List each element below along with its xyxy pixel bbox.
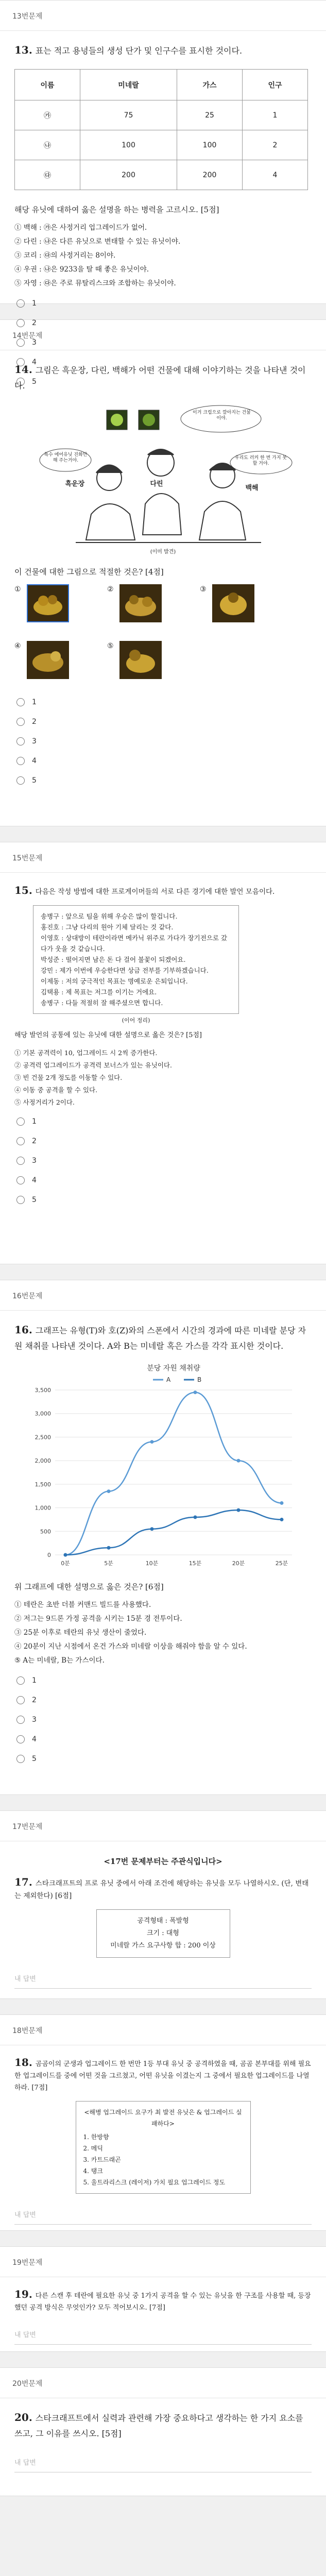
- option-label: 5: [32, 776, 37, 785]
- x-tick-label: 5분: [104, 1560, 113, 1567]
- question-number: 16.: [14, 1324, 32, 1336]
- answer-input[interactable]: 내 답변: [14, 2206, 312, 2225]
- question-text: 표는 적고 용녕들의 생성 단가 및 인구수를 표시한 것이다.: [35, 46, 243, 56]
- option-1[interactable]: [14, 294, 312, 313]
- unit-cost-table: [14, 69, 308, 190]
- option-label: 5: [32, 1196, 37, 1204]
- table-row: [15, 100, 308, 130]
- question-text: 곰곰이의 군생과 업그레이드 한 번만 1등 부대 유닛 중 공격하였을 때, 곰곰 본부대를 위해 필요한 업그레이드를 중에 어떤 것을 그르쳤고, 어떤 유닛을 이겼는지 그 중에서 필요한 업그레이드를 나열하라. [7점]: [14, 2060, 311, 2092]
- speech-bubble: 우리도 러커 한 번 가지 못할 거야.: [234, 455, 287, 466]
- quote-box: [33, 905, 239, 1014]
- table-cell: ㉯: [15, 130, 80, 160]
- question-prompt: 위 그래프에 대한 설명으로 옳은 것은? [6점]: [14, 1582, 164, 1591]
- statement: ② 저그는 9드론 가정 공격을 시키는 15분 경 전투이다.: [14, 1615, 182, 1623]
- choice-label: ③: [200, 585, 207, 594]
- question-text: 스타크래프트의 프로 유닛 중에서 아래 조건에 해당하는 유닛을 모두 나열하시오. (단, 변태는 제외한다) [6점]: [14, 1879, 309, 1900]
- option-5[interactable]: [14, 1749, 312, 1769]
- box-title: <해병 업그레이드 요구가 최 발전 유닛은 & 업그레이드 실패하다>: [84, 2109, 242, 2127]
- quote-line: 김택용 : 제 목표는 저그를 이기는 거에요.: [41, 988, 157, 996]
- question-18-card: [0, 2014, 326, 2231]
- question-stem: [14, 42, 312, 59]
- table-cell: ㉰: [15, 160, 80, 190]
- question-15-card: [0, 842, 326, 1264]
- list-item: 5. 울트라리스크 (레이저) 가치 필요 업그레이드 정도: [83, 2179, 226, 2186]
- table-cell: 25: [177, 100, 243, 130]
- option-label: 3: [32, 1716, 37, 1724]
- x-tick-label: 25분: [275, 1560, 288, 1567]
- question-header: 17번문제: [0, 1811, 326, 1841]
- list-item: 2. 메딕: [83, 2145, 103, 2152]
- statement: ② 다린 : ㉯은 다른 유닛으로 변태할 수 있는 유닛이야.: [14, 238, 181, 246]
- question-stem: [14, 2057, 312, 2094]
- option-2[interactable]: [14, 1131, 312, 1151]
- question-text: 그래프는 유형(T)와 호(Z)와의 스폰에서 시간의 경과에 따른 미네랄 분당 자원 채취를 나타낸 것이다. A와 B는 미네랄 혹은 가스를 각각 표시한 것이다.: [14, 1326, 306, 1351]
- answer-options: [14, 1112, 312, 1210]
- statement: ④ 우권 : ㉯은 9233을 탈 때 좋은 유닛이야.: [14, 265, 149, 274]
- question-header: 16번문제: [0, 1280, 326, 1311]
- statement-list: [14, 1047, 312, 1109]
- y-tick-label: 1,000: [35, 1504, 51, 1512]
- data-point-A: [236, 1459, 240, 1463]
- option-1[interactable]: [14, 1671, 312, 1690]
- y-tick-label: 500: [40, 1528, 51, 1535]
- option-label: 4: [32, 358, 37, 366]
- question-16-card: [0, 1280, 326, 1795]
- data-point-B: [280, 1518, 283, 1521]
- data-point-B: [236, 1509, 240, 1512]
- question-stem: [14, 2410, 312, 2442]
- question-stem: [14, 2289, 312, 2314]
- image-choices: [14, 584, 312, 687]
- answer-input[interactable]: 내 답변: [14, 2454, 312, 2472]
- series-line-B: [65, 1510, 282, 1555]
- radio-icon[interactable]: [16, 1716, 25, 1724]
- condition-line: 크기 : 대형: [147, 1929, 179, 1937]
- radio-icon[interactable]: [16, 718, 25, 726]
- data-point-A: [150, 1440, 153, 1444]
- unit-list-box: [76, 2101, 251, 2194]
- question-stem: [14, 1876, 312, 1902]
- radio-icon[interactable]: [16, 1696, 25, 1704]
- question-header: 14번문제: [0, 320, 326, 350]
- question-17-card: [0, 1810, 326, 1999]
- question-number: 19.: [14, 2288, 32, 2300]
- data-point-A: [107, 1489, 110, 1493]
- building-image: [119, 584, 162, 622]
- question-stem: [14, 884, 312, 898]
- quote-line: 송병구 : 앞으로 팀을 위해 우승은 많이 할겁니다.: [41, 912, 178, 920]
- statement: ② 공격력 업그레이드가 공격력 보너스가 있는 유닛이다.: [14, 1061, 172, 1069]
- speech-bubble: 특수 에어유닛 진화만 해 주는거야.: [44, 452, 88, 463]
- option-2[interactable]: [14, 712, 312, 732]
- y-tick-label: 3,000: [35, 1410, 51, 1417]
- condition-line: 미네랄 가스 요구사항 합 : 200 이상: [110, 1942, 216, 1950]
- chart-title: 분당 자원 채취량: [146, 1364, 200, 1372]
- quote-line: 박성준 : 떨어지면 남은 돈 다 걸어 불꽃이 되겠어요.: [41, 956, 186, 963]
- y-tick-label: 1,500: [35, 1481, 51, 1488]
- radio-icon[interactable]: [16, 1755, 25, 1763]
- quote-line: 송병구 : 다들 적절히 잘 해주셨으면 합니다.: [41, 999, 163, 1007]
- y-tick-label: 3,500: [35, 1387, 51, 1394]
- statement: ① 테란은 초반 더블 커맨드 빌드를 사용했다.: [14, 1601, 151, 1609]
- table-header: 가스: [177, 70, 243, 100]
- data-point-A: [280, 1501, 283, 1505]
- character-name: 다린: [150, 480, 163, 488]
- option-5[interactable]: [14, 1190, 312, 1210]
- quote-line: 이영호 : 상대방이 테란이라면 메카닉 위주로 가다가 장기전으로 갔다가 웃을 것 같습니다.: [41, 934, 228, 953]
- legend-label: B: [197, 1376, 201, 1383]
- question-number: 18.: [14, 2056, 32, 2069]
- statement-list: [14, 221, 312, 291]
- condition-line: 공격형태 : 폭발형: [137, 1917, 189, 1925]
- radio-icon[interactable]: [16, 1735, 25, 1743]
- option-label: 1: [32, 1676, 37, 1685]
- question-19-card: [0, 2246, 326, 2352]
- option-3[interactable]: [14, 1710, 312, 1730]
- building-image: [27, 584, 69, 622]
- option-label: 4: [32, 1735, 37, 1743]
- question-number: 17.: [14, 1876, 32, 1888]
- question-text: 스타크래프트에서 실력과 관련해 가장 중요하다고 생각하는 한 가지 요소를 쓰고, 그 이유를 쓰시오. [5점]: [14, 2413, 303, 2438]
- statement: ④ 20분이 지난 시점에서 온건 가스와 미네랄 이상을 해줘야 함을 알 수 있다.: [14, 1642, 247, 1651]
- radio-icon[interactable]: [16, 737, 25, 745]
- question-stem: [14, 1322, 312, 1354]
- option-label: 2: [32, 1696, 37, 1704]
- quote-line: 홍진호 : 그냥 다리의 원아 기체 달리는 것 같다.: [41, 923, 174, 931]
- table-cell: 100: [80, 130, 177, 160]
- speech-bubble: 이거 크립으로 깔아지는 건물이야.: [193, 410, 251, 421]
- statement: ③ 코리 : ㉰의 사정거리는 8이야.: [14, 251, 116, 260]
- option-4[interactable]: [14, 1730, 312, 1749]
- option-2[interactable]: [14, 1690, 312, 1710]
- data-point-B: [193, 1515, 197, 1519]
- section-notice: <17번 문제부터는 주관식입니다>: [104, 1857, 222, 1866]
- question-14-card: [0, 319, 326, 826]
- question-20-card: [0, 2367, 326, 2496]
- option-label: 4: [32, 757, 37, 765]
- answer-input[interactable]: 내 답변: [14, 1970, 312, 1989]
- y-tick-label: 2,000: [35, 1458, 51, 1465]
- radio-icon[interactable]: [16, 776, 25, 785]
- x-tick-label: 20분: [232, 1560, 245, 1567]
- table-cell: 2: [243, 130, 308, 160]
- resource-line-chart: [19, 1359, 307, 1575]
- radio-icon[interactable]: [16, 1196, 25, 1204]
- series-line-A: [65, 1393, 282, 1555]
- condition-box: [96, 1909, 230, 1958]
- choice-label: ①: [14, 585, 21, 594]
- statement: ① 기본 공격력이 10, 업그레이드 시 2씩 증가한다.: [14, 1049, 158, 1057]
- statement: ⑤ A는 미네랄, B는 가스이다.: [14, 1656, 105, 1665]
- choice-label: ⑤: [107, 642, 114, 650]
- statement: ⑤ 사정거리가 2이다.: [14, 1098, 75, 1106]
- list-item: 1. 한방향: [83, 2133, 109, 2141]
- statement: ③ 빈 건물 2개 정도를 이동할 수 있다.: [14, 1074, 123, 1081]
- question-prompt: 이 건물에 대한 그림으로 적절한 것은? [4점]: [14, 567, 164, 577]
- figure-caption: (이어 정리): [122, 1017, 150, 1024]
- question-header: 15번문제: [0, 842, 326, 873]
- option-label: 3: [32, 1157, 37, 1165]
- x-tick-label: 15분: [188, 1560, 201, 1567]
- option-label: 2: [32, 319, 37, 327]
- statement: ③ 25분 이후로 테란의 유닛 생산이 줄었다.: [14, 1629, 147, 1637]
- data-point-B: [107, 1546, 110, 1550]
- question-text: 다른 스캔 후 테란에 필요한 유닛 중 1가지 공격을 할 수 있는 유닛을 한 구조를 사용할 때, 등장했던 공격 방식은 무엇인가? 모두 적어보시오. [7점]: [14, 2292, 311, 2312]
- option-4[interactable]: [14, 751, 312, 771]
- question-header: 20번문제: [0, 2368, 326, 2398]
- question-number: 20.: [14, 2411, 32, 2424]
- radio-icon[interactable]: [16, 319, 25, 327]
- answer-options: [14, 1671, 312, 1769]
- table-cell: 1: [243, 100, 308, 130]
- building-image: [119, 641, 162, 679]
- list-item: 3. 카트드래곤: [83, 2156, 121, 2163]
- option-label: 1: [32, 698, 37, 706]
- table-header: 인구: [243, 70, 308, 100]
- radio-icon[interactable]: [16, 299, 25, 308]
- option-3[interactable]: [14, 732, 312, 751]
- option-label: 3: [32, 338, 37, 347]
- data-point-B: [63, 1553, 67, 1557]
- statement-list: [14, 1598, 312, 1668]
- radio-icon[interactable]: [16, 698, 25, 706]
- quote-line: 강민 : 제가 이번에 우승한다면 상금 전부를 기부하겠습니다.: [41, 967, 209, 974]
- option-5[interactable]: [14, 771, 312, 790]
- character-name: 백해: [245, 484, 259, 492]
- quote-line: 이제동 : 저의 궁극적인 목표는 명예로운 은퇴입니다.: [41, 977, 188, 985]
- question-text: 그림은 흑운장, 다린, 백해가 어떤 건물에 대해 이야기하는 것을 나타낸 것이다.: [14, 365, 306, 391]
- illustration: [19, 401, 307, 555]
- table-cell: 75: [80, 100, 177, 130]
- table-cell: 200: [177, 160, 243, 190]
- option-label: 1: [32, 299, 37, 308]
- question-number: 15.: [14, 884, 32, 896]
- building-image: [212, 584, 254, 622]
- option-label: 4: [32, 1176, 37, 1184]
- question-header: 18번문제: [0, 2015, 326, 2045]
- radio-icon[interactable]: [16, 1157, 25, 1165]
- chart-container: [19, 1359, 307, 1575]
- x-tick-label: 0분: [60, 1560, 70, 1567]
- question-text: 다음은 작성 방법에 대한 프로게이머들의 서로 다른 경기에 대한 발언 모음이다.: [35, 888, 275, 896]
- option-label: 2: [32, 1137, 37, 1145]
- option-1[interactable]: [14, 1112, 312, 1131]
- y-tick-label: 0: [47, 1552, 51, 1558]
- option-3[interactable]: [14, 1151, 312, 1171]
- table-row: [15, 130, 308, 160]
- figure-caption: (이미 발견): [150, 549, 176, 555]
- option-label: 5: [32, 378, 37, 386]
- data-point-A: [193, 1391, 197, 1394]
- option-label: 2: [32, 718, 37, 726]
- statement: ① 백해 : ㉮은 사정거리 업그레이드가 없어.: [14, 224, 147, 232]
- building-image: [27, 641, 69, 679]
- option-label: 1: [32, 1117, 37, 1126]
- statement: ④ 이동 중 공격을 할 수 있다.: [14, 1086, 98, 1094]
- x-tick-label: 10분: [145, 1560, 158, 1567]
- choice-label: ④: [14, 642, 21, 650]
- table-cell: 100: [177, 130, 243, 160]
- option-1[interactable]: [14, 692, 312, 712]
- statement: ⑤ 자영 : ㉰은 주로 뮤탈리스크와 조합하는 유닛이야.: [14, 279, 176, 287]
- answer-input[interactable]: 내 답변: [14, 2326, 312, 2345]
- question-prompt: 해당 유닛에 대하여 옳은 설명을 하는 병력을 고르시오. [5점]: [14, 205, 219, 214]
- choice-label: ②: [107, 585, 114, 594]
- data-point-B: [150, 1527, 153, 1531]
- question-prompt: 해당 발언의 공통에 있는 유닛에 대한 설명으로 옳은 것은? [5점]: [14, 1031, 202, 1039]
- question-header: 19번문제: [0, 2247, 326, 2277]
- y-tick-label: 2,500: [35, 1434, 51, 1441]
- question-stem: [14, 362, 312, 394]
- question-header: 13번문제: [0, 1, 326, 31]
- radio-icon[interactable]: [16, 1176, 25, 1184]
- legend-label: A: [166, 1376, 170, 1383]
- table-header: 이름: [15, 70, 80, 100]
- table-row: [15, 160, 308, 190]
- option-label: 3: [32, 737, 37, 745]
- table-cell: ㉮: [15, 100, 80, 130]
- table-cell: 200: [80, 160, 177, 190]
- character-name: 흑운장: [65, 480, 85, 488]
- question-number: 13.: [14, 44, 32, 56]
- radio-icon[interactable]: [16, 757, 25, 765]
- radio-icon[interactable]: [16, 1676, 25, 1685]
- question-number: 14.: [14, 363, 32, 376]
- radio-icon[interactable]: [16, 1137, 25, 1145]
- table-cell: 4: [243, 160, 308, 190]
- list-item: 4. 탱크: [83, 2167, 103, 2175]
- table-header: 미네랄: [80, 70, 177, 100]
- option-4[interactable]: [14, 1171, 312, 1190]
- answer-options: [14, 692, 312, 790]
- radio-icon[interactable]: [16, 1117, 25, 1126]
- option-label: 5: [32, 1755, 37, 1763]
